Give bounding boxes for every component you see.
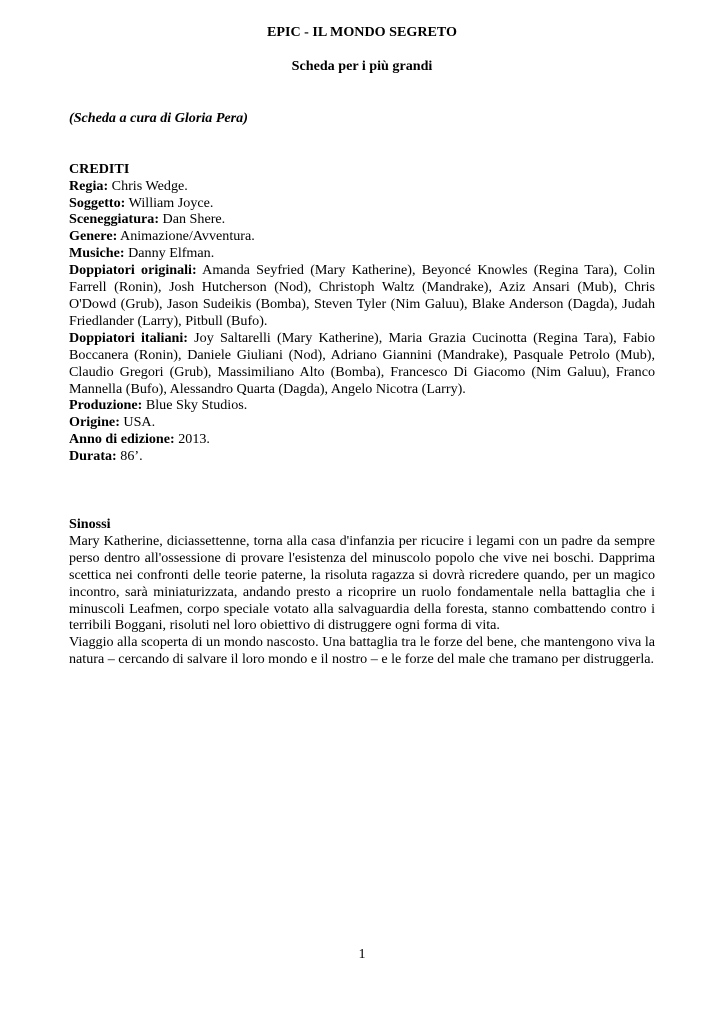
page-number: 1 [358,946,366,962]
credit-value: Chris Wedge. [108,177,188,194]
document-body [69,24,655,668]
document-title: EPIC - IL MONDO SEGRETO [266,24,458,40]
credit-sceneggiatura [69,211,655,228]
credit-value: 2013. [174,431,210,448]
credit-doppiatori-italiani [69,330,655,398]
credit-label: Sceneggiatura: [69,211,160,228]
credit-produzione [69,397,655,414]
credit-label: Doppiatori originali: [69,262,197,279]
credit-value: Blue Sky Studios. [142,397,248,414]
credit-value: 86’. [116,448,143,465]
credit-label: Soggetto: [69,194,126,211]
credit-regia [69,178,655,195]
synopsis-heading: Sinossi [69,516,111,533]
credit-label: Origine: [69,414,120,431]
credits-heading: CREDITI [69,160,130,177]
synopsis-paragraph-2: Viaggio alla scoperta di un mondo nascosto. Una battaglia tra le forze del bene, che mantengono viva la natura – cercando di salvare il loro mondo e il nostro – e le forze del male che tramano per distruggerla. [69,634,655,668]
document-subtitle: Scheda per i più grandi [291,57,433,74]
credit-label: Doppiatori italiani: [69,329,188,346]
credit-value: Animazione/Avventura. [117,228,255,245]
credit-value: William Joyce. [125,194,214,211]
credit-musiche [69,245,655,262]
credits-list [69,178,655,465]
credit-soggetto [69,195,655,212]
synopsis-paragraph-1: Mary Katherine, diciassettenne, torna alla casa d'infanzia per ricucire i legami con un padre da sempre perso dentro all'ossessione di provare l'esistenza del minuscolo popolo che vive nei boschi. Dapprima scettica nei confronti delle teorie paterne, la risoluta ragazza si dovrà ricredere quando, per un magico incontro, sarà miniaturizzata, andando presto a ricoprire un ruolo fondamentale nella battaglia che i minuscoli Leafmen, corpo speciale votato alla salvaguardia della foresta, stanno combattendo contro i terribili Boggani, risoluti nel loro obiettivo di distruggere ogni forma di vita. [69,532,655,634]
credit-value: Joy Saltarelli (Mary Katherine), Maria Grazia Cucinotta (Regina Tara), Fabio Boccanera (Ronin), Daniele Giuliani (Nod), Adriano Giannini (Mandrake), Pasquale Petrolo (Mub), Claudio Gregori (Grub), Massimiliano Alto (Bomba), Francesco Di Giacomo (Nim Galuu), Franco Mannella (Bufo), Alessandro Quarta (Dagda), Angelo Nicotra (Larry). [69,329,656,397]
credit-origine [69,414,655,431]
credit-label: Anno di edizione: [69,431,175,448]
credit-label: Produzione: [69,397,143,414]
credit-durata [69,448,655,465]
credit-value: Danny Elfman. [124,245,215,262]
credit-value: Amanda Seyfried (Mary Katherine), Beyoncé Knowles (Regina Tara), Colin Farrell (Ronin), Josh Hutcherson (Nod), Christoph Waltz (Mandrake), Aziz Ansari (Mub), Chris O'Dowd (Grub), Jason Sudeikis (Bomba), Steven Tyler (Nim Galuu), Blake Anderson (Dagda), Judah Friedlander (Larry), Pitbull (Bufo). [69,262,656,329]
credit-value: USA. [119,414,156,431]
credit-label: Musiche: [69,245,125,262]
credit-label: Regia: [69,177,109,194]
curator-note: (Scheda a cura di Gloria Pera) [69,109,248,126]
credit-doppiatori-originali [69,262,655,330]
credit-anno [69,431,655,448]
credit-label: Genere: [69,228,118,245]
section-spacer [69,465,655,516]
credit-value: Dan Shere. [159,211,226,228]
credit-genere [69,228,655,245]
credit-label: Durata: [69,448,117,465]
